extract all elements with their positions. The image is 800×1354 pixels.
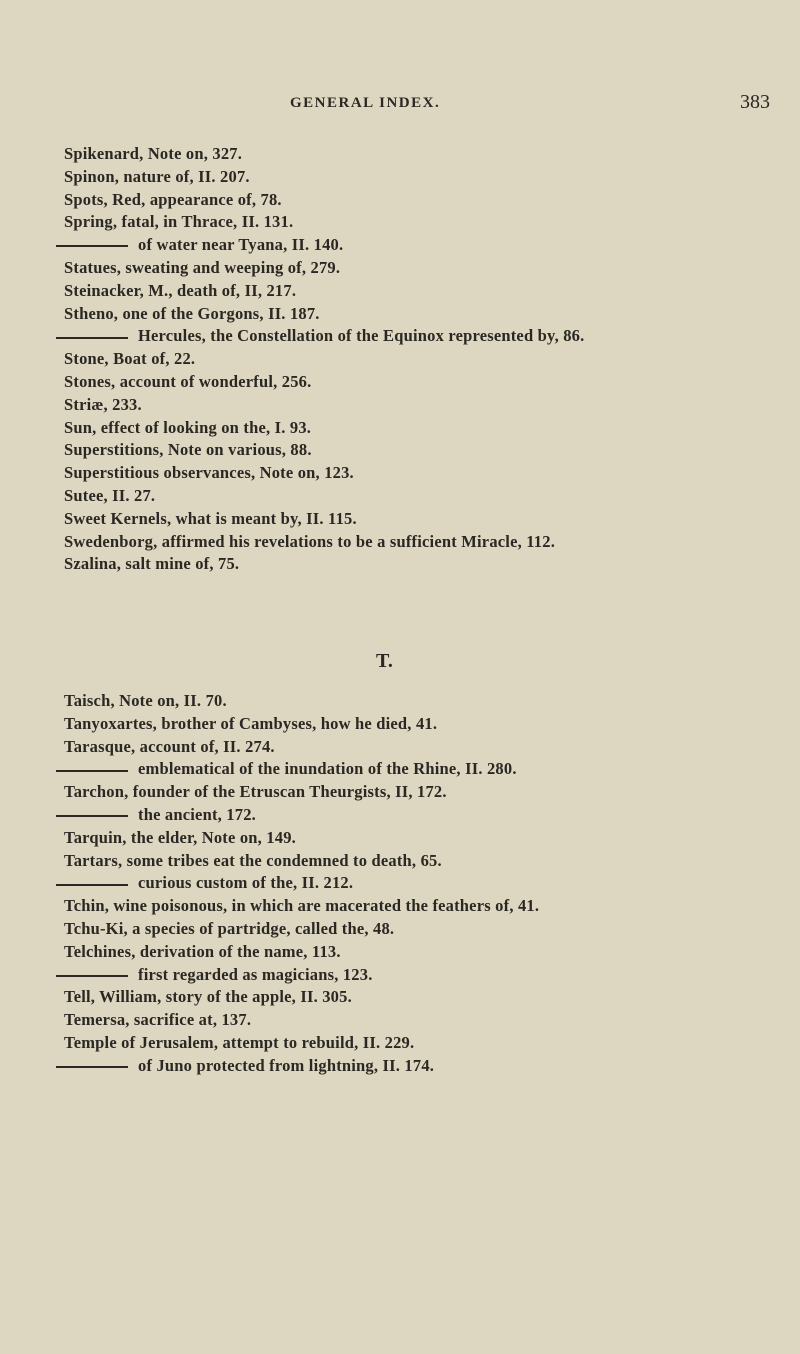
entry-text: Tarquin, the elder, Note on, 149. (64, 827, 296, 847)
entry-text: Tartars, some tribes eat the condemned to death, 65. (64, 850, 442, 870)
entry-text: Swedenborg, affirmed his revelations to be a sufficient Miracle, 112. (64, 531, 556, 551)
entry-text: Stheno, one of the Gorgons, II. 187. (64, 303, 320, 323)
entry-text: curious custom of the, II. 212. (138, 873, 354, 893)
entry-text: Tchu-Ki, a species of partridge, called the, 48. (64, 918, 395, 938)
ditto-dash (56, 770, 128, 772)
entry-text: Stones, account of wonderful, 256. (64, 371, 312, 391)
index-entry (64, 553, 764, 576)
entry-text: Telchines, derivation of the name, 113. (64, 941, 341, 961)
index-subentry (64, 872, 764, 895)
index-entry (64, 1009, 764, 1032)
index-subentry (64, 964, 764, 987)
index-entry (64, 895, 764, 918)
index-entry (64, 713, 764, 736)
ditto-dash (56, 884, 128, 886)
index-entry (64, 189, 764, 212)
index-subentry (64, 758, 764, 781)
index-entry (64, 1032, 764, 1055)
index-section-t (64, 690, 764, 1078)
page-number: 383 (740, 91, 770, 113)
index-entry (64, 348, 764, 371)
entry-text: first regarded as magicians, 123. (138, 964, 373, 984)
index-entry (64, 394, 764, 417)
entry-text: Spinon, nature of, II. 207. (64, 166, 250, 186)
ditto-dash (56, 975, 128, 977)
index-entry (64, 166, 764, 189)
section-letter: T. (376, 650, 393, 672)
index-entry (64, 850, 764, 873)
entry-text: of Juno protected from lightning, II. 174. (138, 1055, 435, 1075)
index-subentry (64, 804, 764, 827)
ditto-dash (56, 337, 128, 339)
index-entry (64, 211, 764, 234)
entry-text: Tchin, wine poisonous, in which are macerated the feathers of, 41. (64, 896, 540, 916)
index-entry (64, 143, 764, 166)
index-entry (64, 280, 764, 303)
entry-text: Steinacker, M., death of, II, 217. (64, 280, 297, 300)
index-entry (64, 508, 764, 531)
entry-text: emblematical of the inundation of the Rhine, II. 280. (138, 759, 517, 779)
entry-text: Tanyoxartes, brother of Cambyses, how he died, 41. (64, 713, 438, 733)
entry-text: Striæ, 233. (64, 394, 142, 414)
index-entry (64, 781, 764, 804)
index-entry (64, 531, 764, 554)
index-entry (64, 303, 764, 326)
entry-text: Spikenard, Note on, 327. (64, 144, 243, 163)
index-entry (64, 439, 764, 462)
running-header (0, 91, 800, 119)
entry-text: Sweet Kernels, what is meant by, II. 115. (64, 508, 357, 528)
entry-text: Superstitious observances, Note on, 123. (64, 463, 354, 483)
header-title: GENERAL INDEX. (290, 95, 441, 111)
ditto-dash (56, 1066, 128, 1068)
index-subentry (64, 234, 764, 257)
index-entry (64, 485, 764, 508)
entry-text: Tell, William, story of the apple, II. 305. (64, 987, 352, 1007)
entry-text: Taisch, Note on, II. 70. (64, 691, 227, 710)
index-section-s (64, 143, 764, 576)
entry-text: Spots, Red, appearance of, 78. (64, 189, 282, 209)
index-entry (64, 736, 764, 759)
ditto-dash (56, 815, 128, 817)
entry-text: the ancient, 172. (138, 804, 256, 824)
entry-text: Superstitions, Note on various, 88. (64, 440, 312, 460)
index-entry (64, 918, 764, 941)
entry-text: Sutee, II. 27. (64, 485, 156, 505)
entry-text: Temple of Jerusalem, attempt to rebuild, II. 229. (64, 1032, 415, 1052)
entry-text: Spring, fatal, in Thrace, II. 131. (64, 212, 294, 232)
entry-text: Tarasque, account of, II. 274. (64, 736, 275, 756)
entry-text: Szalina, salt mine of, 75. (64, 554, 240, 574)
index-subentry (64, 325, 764, 348)
index-entry (64, 417, 764, 440)
index-entry (64, 827, 764, 850)
entry-text: Stone, Boat of, 22. (64, 349, 196, 369)
index-entry (64, 257, 764, 280)
index-subentry (64, 1055, 764, 1078)
ditto-dash (56, 245, 128, 247)
entry-text: of water near Tyana, II. 140. (138, 235, 344, 255)
index-entry (64, 690, 764, 713)
index-entry (64, 941, 764, 964)
index-entry (64, 986, 764, 1009)
entry-text: Temersa, sacrifice at, 137. (64, 1010, 252, 1030)
entry-text: Hercules, the Constellation of the Equinox represented by, 86. (138, 326, 585, 346)
entry-text: Sun, effect of looking on the, I. 93. (64, 417, 312, 437)
index-entry (64, 462, 764, 485)
entry-text: Statues, sweating and weeping of, 279. (64, 257, 341, 277)
index-entry (64, 371, 764, 394)
entry-text: Tarchon, founder of the Etruscan Theurgists, II, 172. (64, 782, 447, 802)
